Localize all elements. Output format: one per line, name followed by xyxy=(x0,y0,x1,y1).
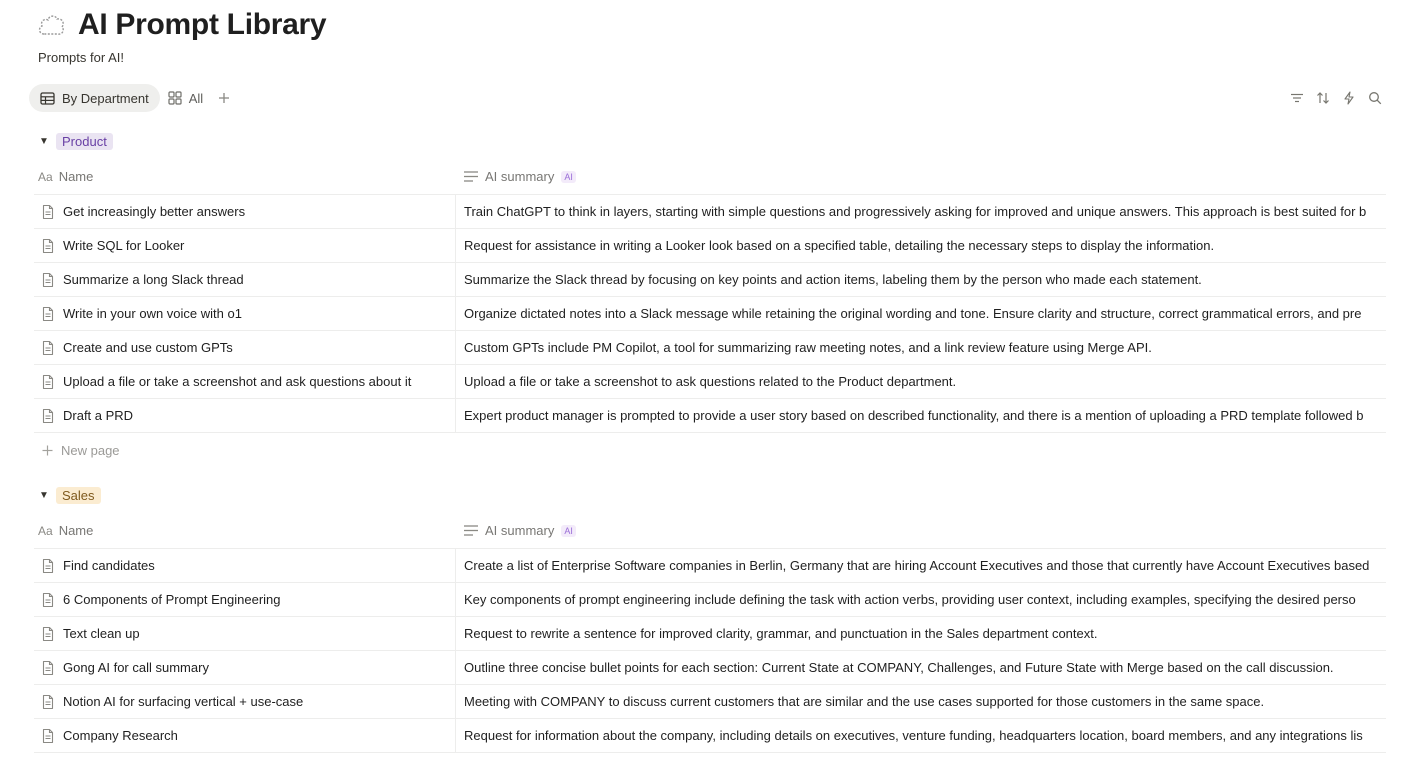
table-row[interactable] xyxy=(34,263,1386,297)
summary-cell[interactable] xyxy=(456,399,1386,432)
rows xyxy=(34,548,1386,753)
column-headers xyxy=(34,521,1386,540)
ai-badge: AI xyxy=(561,171,576,183)
row-summary: Key components of prompt engineering include defining the task with action verbs, providing user context, including examples, specifying the desired perso xyxy=(464,592,1356,607)
row-summary: Summarize the Slack thread by focusing on key points and action items, labeling them by the person who made each statement. xyxy=(464,272,1202,287)
name-cell[interactable] xyxy=(34,399,456,432)
plus-icon xyxy=(42,445,53,456)
row-title[interactable]: Draft a PRD xyxy=(63,408,134,423)
name-cell[interactable] xyxy=(34,651,456,684)
page-title: AI Prompt Library xyxy=(78,8,327,41)
name-cell[interactable] xyxy=(34,549,456,582)
ai-badge: AI xyxy=(561,525,576,537)
lines-icon xyxy=(464,525,478,536)
automation-button[interactable] xyxy=(1340,89,1358,107)
row-summary: Request for assistance in writing a Looker look based on a specified table, detailing the necessary steps to display the information. xyxy=(464,238,1215,253)
column-header-name[interactable] xyxy=(34,523,456,538)
column-label: Name xyxy=(58,523,94,538)
column-header-summary[interactable] xyxy=(456,169,1386,184)
page-icon xyxy=(40,306,56,322)
summary-cell[interactable] xyxy=(456,549,1386,582)
name-cell[interactable] xyxy=(34,229,456,262)
page-icon xyxy=(40,728,56,744)
column-label: AI summary xyxy=(485,169,555,184)
row-summary: Request to rewrite a sentence for improved clarity, grammar, and punctuation in the Sales department context. xyxy=(464,626,1098,641)
row-title[interactable]: Get increasingly better answers xyxy=(63,204,246,219)
row-title[interactable]: Company Research xyxy=(63,728,178,743)
column-header-name[interactable] xyxy=(34,169,456,184)
automation-icon xyxy=(1343,91,1355,105)
new-page-label: New page xyxy=(61,442,120,458)
tab-label: All xyxy=(188,90,204,106)
table-row[interactable] xyxy=(34,297,1386,331)
summary-cell[interactable] xyxy=(456,263,1386,296)
name-cell[interactable] xyxy=(34,685,456,718)
lines-icon xyxy=(464,171,478,182)
title-row xyxy=(34,8,326,42)
summary-cell[interactable] xyxy=(456,583,1386,616)
table-row[interactable] xyxy=(34,583,1386,617)
row-title[interactable]: Write SQL for Looker xyxy=(63,238,185,253)
table-row[interactable] xyxy=(34,549,1386,583)
summary-cell[interactable] xyxy=(456,195,1386,228)
toolbar xyxy=(1288,89,1384,107)
tab-by-department[interactable] xyxy=(29,84,160,112)
table-row[interactable] xyxy=(34,617,1386,651)
row-summary: Outline three concise bullet points for each section: Current State at COMPANY, Challenges, and Future State with Merge based on the call discussion. xyxy=(464,660,1334,675)
group-header xyxy=(34,131,1386,151)
row-summary: Meeting with COMPANY to discuss current customers that are similar and the use cases supported for those customers in the same space. xyxy=(464,694,1265,709)
column-label: AI summary xyxy=(485,523,555,538)
page-icon xyxy=(40,374,56,390)
column-headers xyxy=(34,167,1386,186)
tab-label: By Department xyxy=(62,90,149,106)
row-summary: Train ChatGPT to think in layers, starting with simple questions and progressively asking for improved and unique answers. This approach is best suited for b xyxy=(464,204,1367,219)
name-cell[interactable] xyxy=(34,365,456,398)
gallery-icon xyxy=(168,91,182,105)
page-icon xyxy=(40,272,56,288)
row-summary: Expert product manager is prompted to provide a user story based on described functionality, and there is a mention of uploading a PRD template followed b xyxy=(464,408,1364,423)
page-subtitle: Prompts for AI! xyxy=(38,50,124,65)
rows xyxy=(34,194,1386,433)
text-property-icon: Aa xyxy=(38,523,53,538)
summary-cell[interactable] xyxy=(456,685,1386,718)
summary-cell[interactable] xyxy=(456,719,1386,752)
table-row[interactable] xyxy=(34,685,1386,719)
summary-cell[interactable] xyxy=(456,297,1386,330)
name-cell[interactable] xyxy=(34,195,456,228)
group-sales xyxy=(34,485,1386,753)
row-summary: Create a list of Enterprise Software companies in Berlin, Germany that are hiring Account Executives and those that currently have Account Executives based xyxy=(464,558,1370,573)
row-title[interactable]: 6 Components of Prompt Engineering xyxy=(63,592,281,607)
tab-all[interactable] xyxy=(160,84,211,112)
column-header-summary[interactable] xyxy=(456,523,1386,538)
row-summary: Organize dictated notes into a Slack message while retaining the original wording and tone. Ensure clarity and structure, correct grammatical errors, and pre xyxy=(464,306,1362,321)
page-icon xyxy=(40,340,56,356)
table-row[interactable] xyxy=(34,365,1386,399)
row-title[interactable]: Gong AI for call summary xyxy=(63,660,209,675)
search-button[interactable] xyxy=(1366,89,1384,107)
table-icon xyxy=(40,92,55,105)
page-icon xyxy=(40,238,56,254)
row-summary: Upload a file or take a screenshot to ask questions related to the Product department. xyxy=(464,374,957,389)
name-cell[interactable] xyxy=(34,297,456,330)
page-icon xyxy=(40,694,56,710)
table-row[interactable] xyxy=(34,651,1386,685)
page-icon xyxy=(40,626,56,642)
table-row[interactable] xyxy=(34,399,1386,433)
add-view-button[interactable] xyxy=(213,87,235,109)
name-cell[interactable] xyxy=(34,331,456,364)
row-summary: Custom GPTs include PM Copilot, a tool for summarizing raw meeting notes, and a link review feature using Merge API. xyxy=(464,340,1152,355)
group-tag[interactable]: Sales xyxy=(56,487,101,504)
search-icon xyxy=(1368,91,1382,105)
group-tag[interactable]: Product xyxy=(56,133,113,150)
page-icon xyxy=(40,204,56,220)
group-header xyxy=(34,485,1386,505)
sort-icon xyxy=(1316,91,1330,105)
table-row[interactable] xyxy=(34,229,1386,263)
new-page-button[interactable] xyxy=(34,433,1386,467)
plus-icon xyxy=(218,92,230,104)
summary-cell[interactable] xyxy=(456,617,1386,650)
row-title[interactable]: Summarize a long Slack thread xyxy=(63,272,244,287)
table xyxy=(34,521,1386,753)
row-title[interactable]: Find candidates xyxy=(63,558,155,573)
filter-icon xyxy=(1290,92,1304,104)
view-bar xyxy=(29,84,1384,112)
table xyxy=(34,167,1386,467)
row-title[interactable]: Text clean up xyxy=(63,626,140,641)
table-row[interactable] xyxy=(34,195,1386,229)
cloud-emoji-icon[interactable] xyxy=(34,8,68,42)
row-title[interactable]: Write in your own voice with o1 xyxy=(63,306,242,321)
page-icon xyxy=(40,408,56,424)
name-cell[interactable] xyxy=(34,617,456,650)
page-icon xyxy=(40,592,56,608)
row-summary: Request for information about the company, including details on executives, venture funding, headquarters location, board members, and any integrations lis xyxy=(464,728,1363,743)
page-icon xyxy=(40,558,56,574)
name-cell[interactable] xyxy=(34,719,456,752)
text-property-icon: Aa xyxy=(38,169,53,184)
summary-cell[interactable] xyxy=(456,331,1386,364)
caret-down-icon[interactable]: ▼ xyxy=(39,135,49,147)
group-product xyxy=(34,131,1386,467)
sort-button[interactable] xyxy=(1314,89,1332,107)
row-title[interactable]: Upload a file or take a screenshot and ask questions about it xyxy=(63,374,412,389)
row-title[interactable]: Create and use custom GPTs xyxy=(63,340,233,355)
row-title[interactable]: Notion AI for surfacing vertical + use-case xyxy=(63,694,304,709)
summary-cell[interactable] xyxy=(456,365,1386,398)
table-row[interactable] xyxy=(34,719,1386,753)
table-row[interactable] xyxy=(34,331,1386,365)
summary-cell[interactable] xyxy=(456,229,1386,262)
name-cell[interactable] xyxy=(34,583,456,616)
summary-cell[interactable] xyxy=(456,651,1386,684)
caret-down-icon[interactable]: ▼ xyxy=(39,489,49,501)
column-label: Name xyxy=(58,169,94,184)
filter-button[interactable] xyxy=(1288,89,1306,107)
name-cell[interactable] xyxy=(34,263,456,296)
page-icon xyxy=(40,660,56,676)
page-header xyxy=(34,8,326,65)
